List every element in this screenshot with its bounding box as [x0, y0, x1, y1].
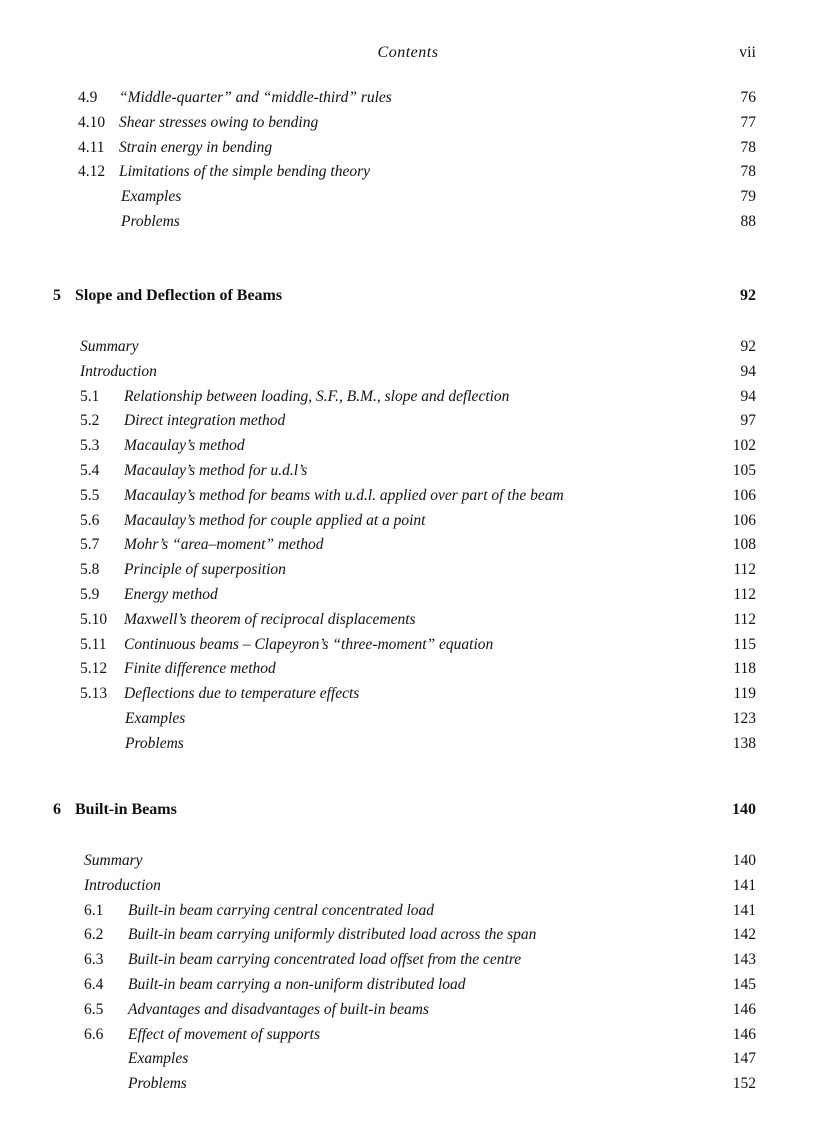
entry-number: 6.5 — [84, 1000, 104, 1018]
entry-title: Shear stresses owing to bending — [119, 113, 319, 131]
entry-title: Built-in beam carrying uniformly distributed load across the span — [128, 926, 537, 944]
entry-title: Maxwell’s theorem of reciprocal displacements — [124, 610, 416, 628]
entry-number: 6.3 — [84, 951, 104, 969]
entry-title: Problems — [125, 734, 184, 752]
toc-entry — [0, 851, 816, 876]
toc-entry — [0, 585, 816, 610]
chapter-page-number: 92 — [740, 287, 756, 304]
toc-entry — [0, 212, 816, 237]
entry-number: 6.2 — [84, 926, 104, 944]
entry-page-number: 146 — [732, 1025, 756, 1043]
entry-page-number: 102 — [732, 437, 756, 455]
chapter-6-entries — [0, 851, 816, 1099]
entry-page-number: 97 — [740, 412, 756, 430]
entry-number: 6.6 — [84, 1025, 104, 1043]
toc-entry — [0, 560, 816, 585]
entry-title: Introduction — [84, 876, 161, 894]
page-number: vii — [739, 44, 756, 61]
entry-page-number: 112 — [733, 585, 756, 603]
entry-title: Relationship between loading, S.F., B.M., slope and deflection — [124, 387, 510, 405]
entry-number: 5.1 — [80, 387, 100, 405]
toc-entry — [0, 1049, 816, 1074]
entry-page-number: 105 — [732, 461, 756, 479]
entry-page-number: 79 — [740, 188, 756, 206]
toc-entry — [0, 610, 816, 635]
chapter-4-entries — [0, 88, 816, 237]
toc-entry — [0, 113, 816, 138]
entry-page-number: 112 — [733, 610, 756, 628]
toc-entry — [0, 659, 816, 684]
entry-number: 5.9 — [80, 585, 100, 603]
entry-page-number: 106 — [732, 486, 756, 504]
entry-page-number: 146 — [732, 1000, 756, 1018]
entry-title: Advantages and disadvantages of built-in beams — [128, 1000, 429, 1018]
entry-page-number: 141 — [732, 901, 756, 919]
entry-title: Summary — [80, 338, 139, 355]
entry-page-number: 152 — [732, 1075, 756, 1093]
entry-page-number: 77 — [740, 113, 756, 131]
entry-page-number: 78 — [740, 138, 756, 156]
toc-entry — [0, 1074, 816, 1099]
entry-number: 4.11 — [78, 138, 105, 156]
entry-page-number: 78 — [740, 163, 756, 181]
running-title: Contents — [377, 44, 439, 61]
entry-title: Strain energy in bending — [119, 138, 273, 156]
entry-title: Direct integration method — [124, 412, 286, 430]
toc-entry — [0, 684, 816, 709]
entry-page-number: 141 — [732, 876, 756, 894]
entry-number: 4.10 — [78, 113, 106, 131]
toc-entry — [0, 1025, 816, 1050]
chapter-5-entries — [0, 337, 816, 759]
entry-number: 6.4 — [84, 975, 104, 993]
chapter-heading — [0, 287, 816, 317]
toc-entry — [0, 162, 816, 187]
entry-page-number: 147 — [732, 1050, 756, 1068]
entry-title: Examples — [121, 188, 182, 206]
entry-number: 5.5 — [80, 486, 100, 504]
entry-number: 5.8 — [80, 561, 100, 579]
entry-title: Examples — [128, 1050, 189, 1068]
toc-entry — [0, 975, 816, 1000]
entry-title: “Middle-quarter” and “middle-third” rules — [119, 89, 392, 106]
chapter-6 — [0, 801, 816, 1099]
entry-number: 5.2 — [80, 412, 100, 430]
toc-entry — [0, 362, 816, 387]
entry-title: Problems — [128, 1075, 187, 1093]
entry-page-number: 119 — [733, 685, 756, 703]
toc-entry — [0, 635, 816, 660]
entry-number: 6.1 — [84, 901, 104, 919]
entry-title: Limitations of the simple bending theory — [119, 163, 370, 181]
entry-number: 5.3 — [80, 437, 100, 455]
toc-entry — [0, 411, 816, 436]
entry-number: 5.13 — [80, 685, 108, 703]
entry-title: Principle of superposition — [124, 561, 286, 579]
chapter-page-number: 140 — [732, 801, 756, 818]
chapter-number: 5 — [53, 287, 61, 304]
entry-title: Built-in beam carrying a non-uniform distributed load — [128, 975, 466, 993]
entry-number: 5.4 — [80, 461, 100, 479]
entry-number: 5.12 — [80, 660, 108, 678]
entry-title: Macaulay’s method — [124, 437, 245, 455]
entry-title: Summary — [84, 852, 143, 869]
entry-number: 4.12 — [78, 163, 106, 181]
running-head — [0, 44, 816, 66]
entry-title: Problems — [121, 212, 180, 230]
toc-entry — [0, 387, 816, 412]
entry-page-number: 108 — [732, 536, 756, 554]
toc-entry — [0, 511, 816, 536]
toc-entry — [0, 486, 816, 511]
entry-title: Built-in beam carrying concentrated load offset from the centre — [128, 951, 522, 969]
entry-page-number: 94 — [740, 362, 756, 380]
toc-entry — [0, 901, 816, 926]
entry-number: 4.9 — [78, 89, 98, 106]
toc-entry — [0, 1000, 816, 1025]
toc-entry — [0, 734, 816, 759]
toc-entry — [0, 337, 816, 362]
toc-entry — [0, 709, 816, 734]
toc-entry — [0, 925, 816, 950]
entry-number: 5.7 — [80, 536, 100, 554]
entry-title: Macaulay’s method for couple applied at a point — [124, 511, 426, 529]
toc-entry — [0, 461, 816, 486]
entry-title: Finite difference method — [124, 660, 276, 678]
entry-page-number: 123 — [732, 709, 756, 727]
entry-page-number: 92 — [740, 338, 756, 355]
entry-page-number: 76 — [740, 89, 756, 106]
entry-title: Macaulay’s method for beams with u.d.l. applied over part of the beam — [124, 486, 564, 504]
toc-entry — [0, 535, 816, 560]
entry-title: Macaulay’s method for u.d.l’s — [124, 461, 308, 479]
toc-entry — [0, 187, 816, 212]
entry-title: Introduction — [80, 362, 157, 380]
entry-page-number: 138 — [732, 734, 756, 752]
toc-entry — [0, 138, 816, 163]
toc-entry — [0, 88, 816, 113]
entry-page-number: 115 — [733, 635, 756, 653]
toc-entry — [0, 876, 816, 901]
entry-page-number: 140 — [732, 852, 756, 869]
entry-page-number: 94 — [740, 387, 756, 405]
entry-page-number: 142 — [732, 926, 756, 944]
entry-page-number: 118 — [733, 660, 756, 678]
entry-title: Effect of movement of supports — [128, 1025, 320, 1043]
entry-number: 5.11 — [80, 635, 107, 653]
entry-title: Continuous beams – Clapeyron’s “three-moment” equation — [124, 635, 494, 653]
entry-title: Deflections due to temperature effects — [124, 685, 360, 703]
entry-page-number: 112 — [733, 561, 756, 579]
entry-title: Energy method — [124, 585, 218, 603]
entry-number: 5.6 — [80, 511, 100, 529]
entry-title: Mohr’s “area–moment” method — [124, 536, 324, 554]
chapter-heading — [0, 801, 816, 831]
chapter-title: Built-in Beams — [75, 801, 177, 818]
entry-page-number: 145 — [732, 975, 756, 993]
chapter-title: Slope and Deflection of Beams — [75, 287, 283, 304]
entry-title: Built-in beam carrying central concentrated load — [128, 901, 435, 919]
toc-entry — [0, 436, 816, 461]
entry-page-number: 88 — [740, 212, 756, 230]
entry-page-number: 106 — [732, 511, 756, 529]
toc-entry — [0, 950, 816, 975]
chapter-number: 6 — [53, 801, 61, 818]
entry-title: Examples — [125, 709, 186, 727]
entry-number: 5.10 — [80, 610, 108, 628]
chapter-5 — [0, 287, 816, 759]
entry-page-number: 143 — [732, 951, 756, 969]
